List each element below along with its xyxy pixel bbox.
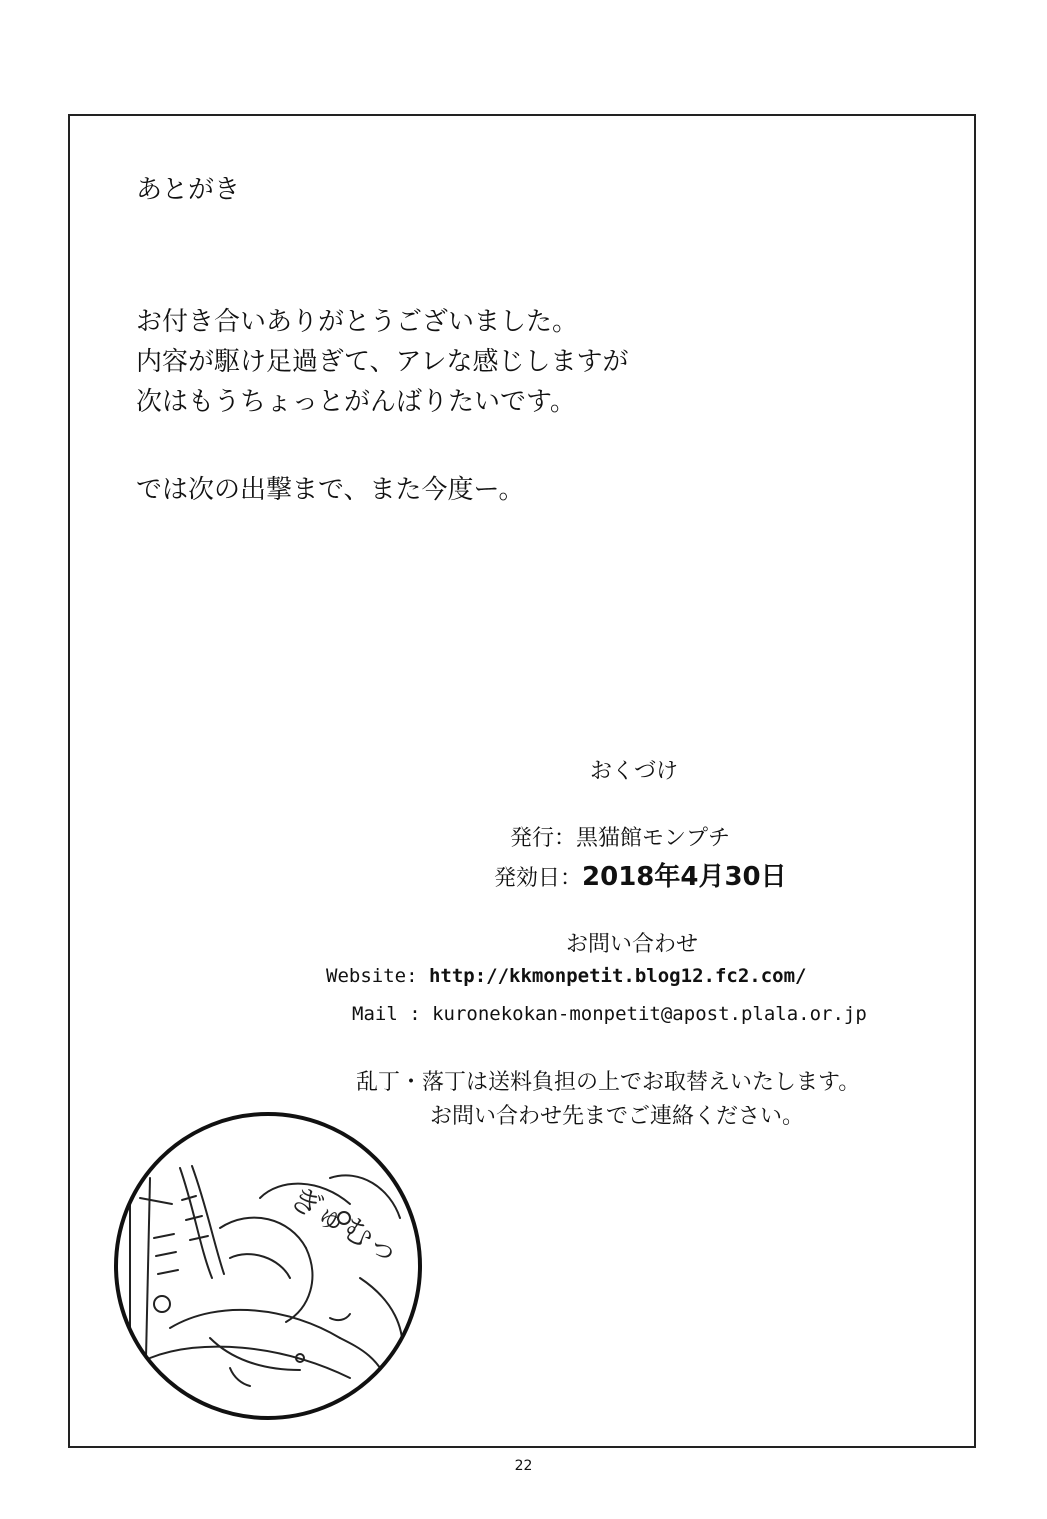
- sfx-text: ぎゅむっ: [284, 1180, 406, 1271]
- website-row: [326, 960, 806, 992]
- page-number: 22: [514, 1458, 533, 1474]
- website-label: Website:: [326, 965, 418, 987]
- sketch-lines: [130, 1166, 406, 1388]
- afterword-heading: あとがき: [136, 175, 241, 205]
- publisher-name: 黒猫館モンプチ: [576, 826, 731, 851]
- notice-line: お問い合わせ先までご連絡ください。: [430, 1104, 805, 1129]
- colophon-title: おくづけ: [590, 759, 679, 784]
- contact-title: お問い合わせ: [566, 932, 699, 957]
- afterword-line: お付き合いありがとうございました。: [136, 307, 579, 337]
- publisher-row: [510, 822, 730, 856]
- notice: [356, 1066, 860, 1134]
- mail-link[interactable]: kuronekokan-monpetit@apost.plala.or.jp: [432, 1003, 867, 1025]
- afterword-line: 内容が駆け足過ぎて、アレな感じしますが: [136, 347, 629, 377]
- afterword-closing: では次の出撃まで、また今度ー。: [136, 475, 525, 505]
- date-row: [494, 860, 787, 896]
- circle-border: [116, 1114, 420, 1418]
- mail-row: [352, 998, 867, 1030]
- publish-date: 2018年4月30日: [582, 862, 787, 892]
- afterword-body: [136, 302, 628, 422]
- mail-label: Mail :: [352, 1003, 421, 1025]
- afterword-line: 次はもうちょっとがんばりたいです。: [136, 387, 576, 417]
- website-link[interactable]: http://kkmonpetit.blog12.fc2.com/: [428, 965, 807, 987]
- publisher-label: 発行：: [510, 826, 577, 851]
- notice-line: 乱丁・落丁は送料負担の上でお取替えいたします。: [356, 1070, 861, 1095]
- date-label: 発効日：: [494, 866, 583, 891]
- circle-illustration: [110, 1108, 426, 1424]
